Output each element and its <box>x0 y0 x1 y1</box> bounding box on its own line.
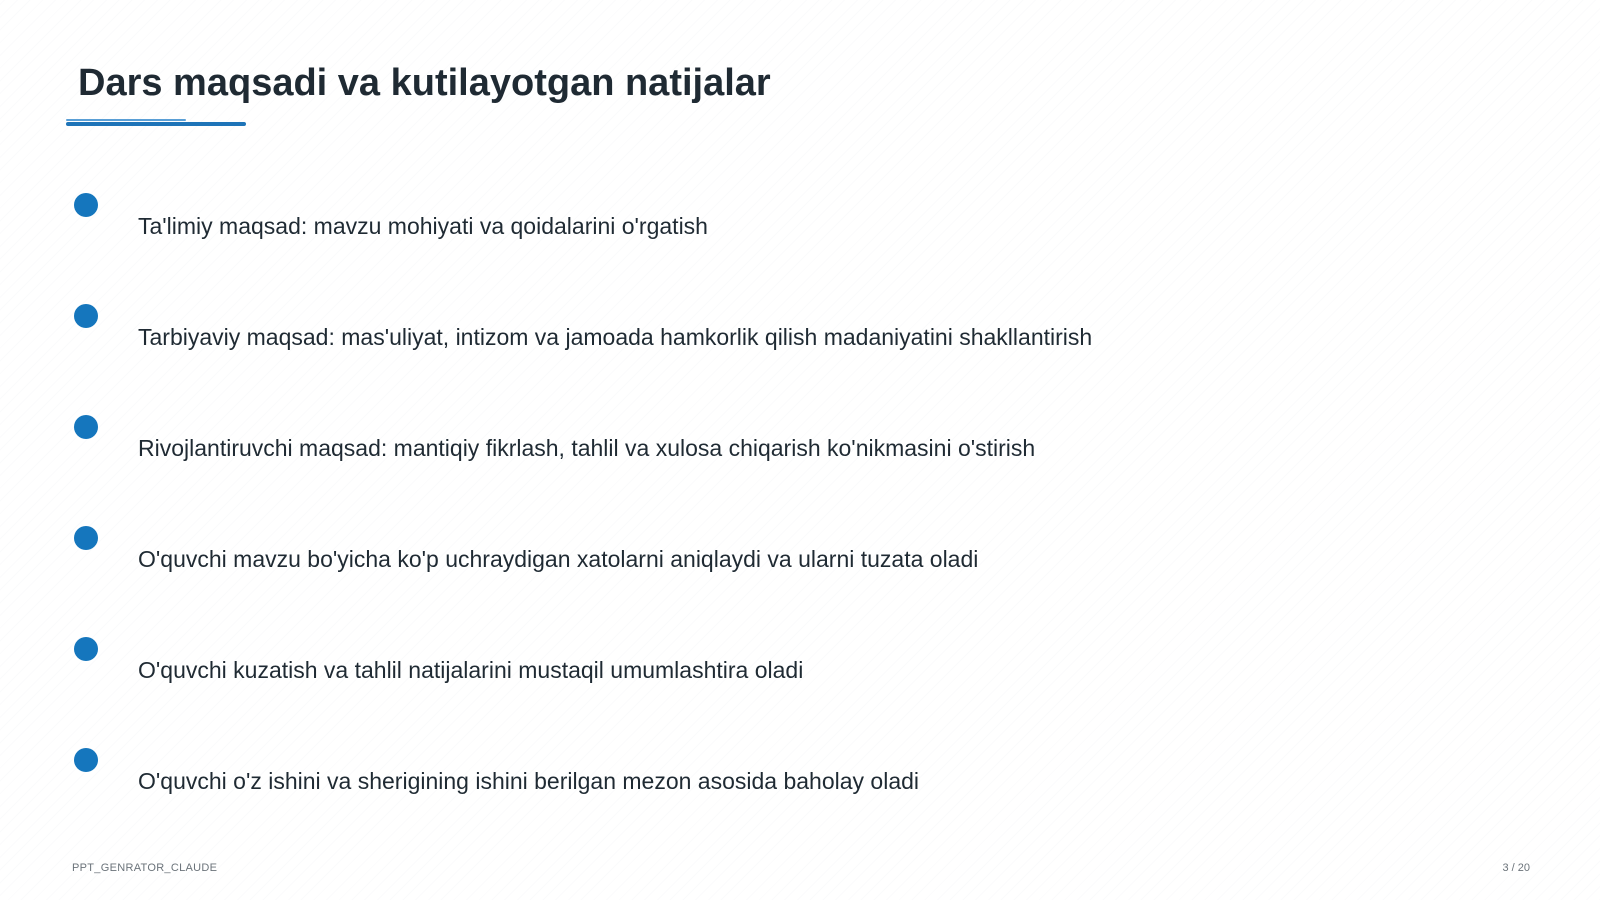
bullet-dot-icon <box>74 637 98 661</box>
bullet-text: O'quvchi o'z ishini va sherigining ishini berilgan mezon asosida baholay oladi <box>138 768 920 794</box>
bullet-item <box>0 748 1600 808</box>
bullet-dot-icon <box>74 193 98 217</box>
bullet-item <box>0 415 1600 475</box>
bullet-dot-icon <box>74 415 98 439</box>
bullet-text: O'quvchi kuzatish va tahlil natijalarini mustaqil umumlashtira oladi <box>138 657 804 683</box>
bullet-item <box>0 637 1600 697</box>
bullet-item <box>0 304 1600 364</box>
bullet-dot-icon <box>74 526 98 550</box>
bullet-dot-icon <box>74 748 98 772</box>
bullet-item <box>0 193 1600 253</box>
bullet-text: Rivojlantiruvchi maqsad: mantiqiy fikrlash, tahlil va xulosa chiqarish ko'nikmasini o'stirish <box>138 435 1036 461</box>
bullet-dot-icon <box>74 304 98 328</box>
bullet-text: Tarbiyaviy maqsad: mas'uliyat, intizom va jamoada hamkorlik qilish madaniyatini shakllantirish <box>138 324 1093 350</box>
footer-label: PPT_GENRATOR_CLAUDE <box>72 862 218 874</box>
bullet-item <box>0 526 1600 586</box>
slide-title: Dars maqsadi va kutilayotgan natijalar <box>78 62 771 104</box>
bullet-text: O'quvchi mavzu bo'yicha ko'p uchraydigan xatolarni aniqlaydi va ularni tuzata oladi <box>138 546 979 572</box>
bullet-text: Ta'limiy maqsad: mavzu mohiyati va qoidalarini o'rgatish <box>138 213 708 239</box>
page-number: 3 / 20 <box>1502 862 1530 874</box>
